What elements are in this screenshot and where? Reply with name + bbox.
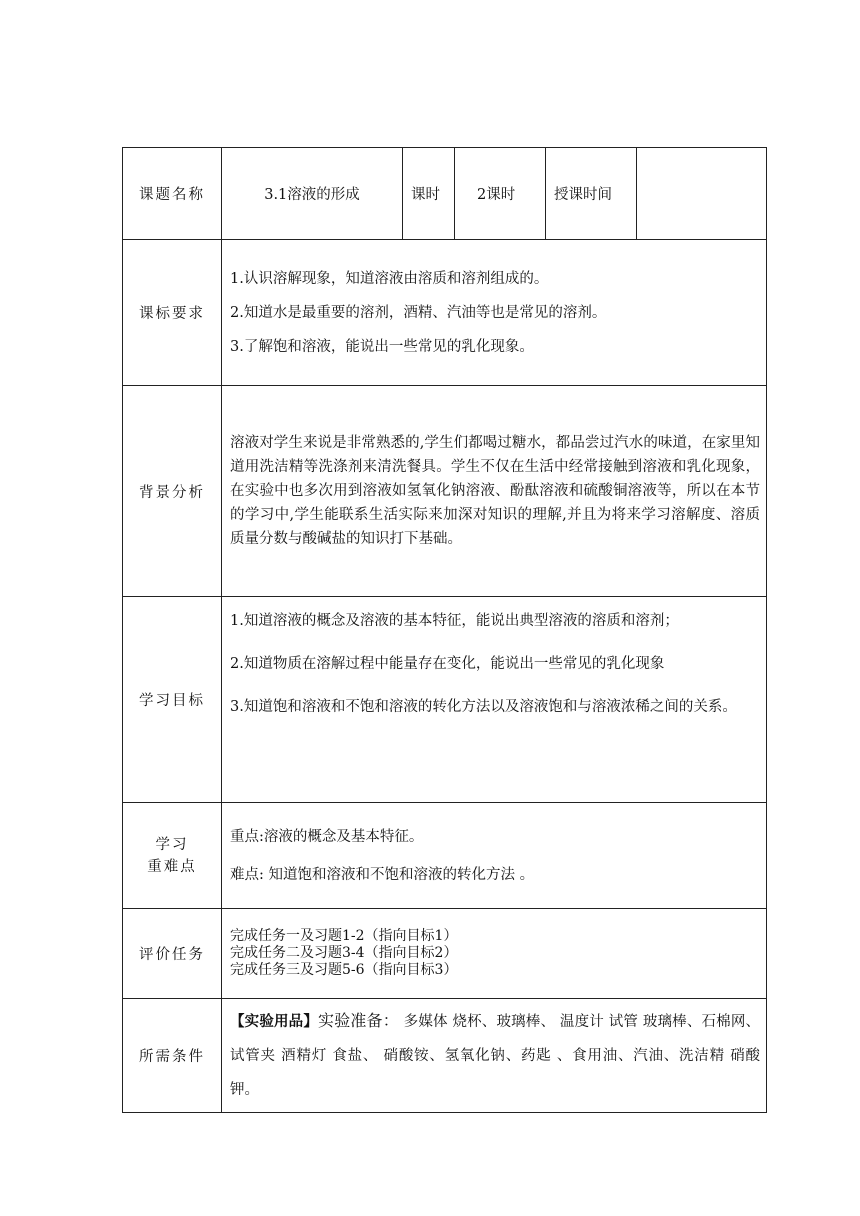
keypoints-content (222, 803, 767, 909)
header-row (123, 148, 767, 240)
objective-item: 3.知道饱和溶液和不饱和溶液的转化方法以及溶液饱和与溶液浓稀之间的关系。 (230, 699, 737, 715)
lesson-plan-table (122, 147, 767, 1113)
time-label: 授课时间 (546, 148, 637, 240)
conditions-prep: 实验准备： (318, 1011, 399, 1030)
objectives-content (222, 597, 767, 803)
background-label: 背景分析 (123, 386, 222, 597)
curriculum-content (222, 240, 767, 386)
evaluation-row (123, 909, 767, 999)
evaluation-content (222, 909, 767, 999)
conditions-content (222, 999, 767, 1113)
keypoints-label-line2: 重难点 (147, 858, 197, 875)
objectives-label: 学习目标 (123, 597, 222, 803)
objectives-row (123, 597, 767, 803)
curriculum-item: 3.了解饱和溶液，能说出一些常见的乳化现象。 (230, 338, 534, 355)
topic-value: 3.1溶液的形成 (222, 148, 403, 240)
curriculum-item: 2.知道水是最重要的溶剂，酒精、汽油等也是常见的溶剂。 (230, 304, 607, 321)
keypoints-label (123, 803, 222, 909)
keypoints-label-line1: 学习 (155, 836, 189, 853)
conditions-tag: 【实验用品】 (230, 1013, 319, 1030)
evaluation-item: 完成任务三及习题5-6（指向目标3） (230, 962, 458, 978)
evaluation-item: 完成任务一及习题1-2（指向目标1） (230, 928, 458, 944)
time-value (637, 148, 767, 240)
curriculum-row (123, 240, 767, 386)
evaluation-item: 完成任务二及习题3-4（指向目标2） (230, 945, 458, 961)
difficulty-point: 难点: 知道饱和溶液和不饱和溶液的转化方法 。 (230, 866, 535, 883)
objective-item: 2.知道物质在溶解过程中能量存在变化，能说出一些常见的乳化现象 (230, 656, 665, 672)
conditions-text-block (230, 1004, 760, 1107)
objective-item: 1.知道溶液的概念及溶液的基本特征，能说出典型溶液的溶质和溶剂； (230, 613, 679, 629)
hours-label: 课时 (403, 148, 455, 240)
keypoints-row (123, 803, 767, 909)
key-point: 重点:溶液的概念及基本特征。 (230, 828, 424, 845)
conditions-label: 所需条件 (123, 999, 222, 1113)
topic-label: 课题名称 (123, 148, 222, 240)
hours-value: 2课时 (455, 148, 546, 240)
evaluation-label: 评价任务 (123, 909, 222, 999)
curriculum-item: 1.认识溶解现象，知道溶液由溶质和溶剂组成的。 (230, 270, 549, 287)
background-row (123, 386, 767, 597)
background-text: 溶液对学生来说是非常熟悉的,学生们都喝过糖水，都品尝过汽水的味道，在家里知道用洗洁精等洗涤剂来清洗餐具。学生不仅在生活中经常接触到溶液和乳化现象，在实验中也多次用到溶液如氢氧化钠溶液、酚酞溶液和硫酸铜溶液等，所以在本节的学习中,学生能联系生活实际来加深对知识的理解,并且为将来学习溶解度、溶质质量分数与酸碱盐的知识打下基础。 (230, 435, 760, 547)
background-content (222, 386, 767, 597)
conditions-row (123, 999, 767, 1113)
curriculum-label: 课标要求 (123, 240, 222, 386)
conditions-text: 多媒体 烧杯、玻璃棒、 温度计 试管 玻璃棒、石棉网、试管夹 酒精灯 食盐、 硝酸铵、氢氧化钠、药匙 、食用油、汽油、洗洁精 硝酸钾。 (230, 1014, 761, 1098)
